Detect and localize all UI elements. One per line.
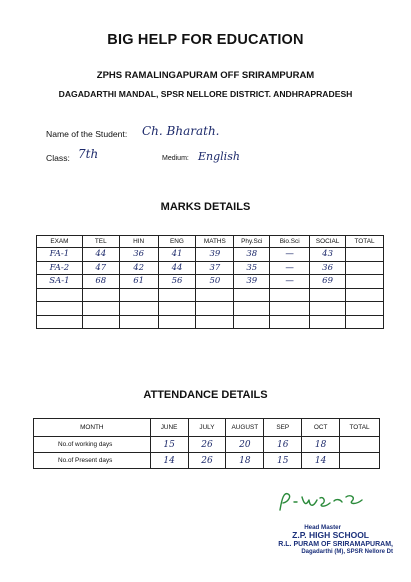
- total-cell: [346, 261, 384, 275]
- total-cell: [346, 275, 384, 289]
- row-label: No.of working days: [34, 437, 151, 453]
- mark-cell: [82, 315, 119, 329]
- mark-cell: 38: [234, 248, 270, 262]
- mark-cell: [310, 315, 346, 329]
- stamp-district: Dagadarthi (M), SPSR Nellore Dt: [301, 548, 393, 555]
- mark-cell: 41: [158, 248, 196, 262]
- mark-cell: [158, 315, 196, 329]
- total-cell: [346, 302, 384, 316]
- row-label: No.of Present days: [34, 453, 151, 469]
- mark-cell: [270, 302, 310, 316]
- mark-cell: —: [270, 275, 310, 289]
- mark-cell: [119, 315, 158, 329]
- medium-label: Medium:: [162, 155, 189, 162]
- mark-cell: [196, 288, 234, 302]
- class-label: Class:: [46, 153, 70, 163]
- headmaster-signature: [276, 488, 366, 516]
- mark-cell: 69: [310, 275, 346, 289]
- student-name-value: Ch. Bharath.: [142, 124, 220, 138]
- stamp-location: R.L. PURAM OF SRIRAMAPURAM,: [278, 540, 393, 548]
- mark-cell: [119, 288, 158, 302]
- mark-cell: [196, 302, 234, 316]
- mark-cell: [270, 288, 310, 302]
- mark-cell: 36: [310, 261, 346, 275]
- table-row: [34, 453, 380, 469]
- column-header: TEL: [82, 236, 119, 248]
- table-row: [37, 288, 384, 302]
- day-count-cell: 16: [264, 437, 302, 453]
- column-header: AUGUST: [226, 419, 264, 437]
- day-count-cell: 20: [226, 437, 264, 453]
- mark-cell: 35: [234, 261, 270, 275]
- day-count-cell: 26: [188, 453, 226, 469]
- school-name: ZPHS RAMALINGAPURAM OFF SRIRAMPURAM: [96, 70, 315, 81]
- mark-cell: 39: [196, 248, 234, 262]
- mark-cell: 44: [82, 248, 119, 262]
- exam-cell: SA-1: [37, 275, 83, 289]
- day-count-cell: 18: [302, 437, 340, 453]
- student-name-label: Name of the Student:: [46, 129, 128, 139]
- mark-cell: 47: [82, 261, 119, 275]
- mark-cell: [234, 302, 270, 316]
- table-row: [37, 302, 384, 316]
- mark-cell: 43: [310, 248, 346, 262]
- mark-cell: [82, 302, 119, 316]
- page-title: BIG HELP FOR EDUCATION: [107, 32, 304, 48]
- mark-cell: [82, 288, 119, 302]
- exam-cell: FA-2: [37, 261, 83, 275]
- mark-cell: 61: [119, 275, 158, 289]
- total-cell: [346, 248, 384, 262]
- column-header: HIN: [119, 236, 158, 248]
- marks-header-row: [37, 236, 384, 248]
- column-header: MATHS: [196, 236, 234, 248]
- mark-cell: [158, 288, 196, 302]
- mark-cell: —: [270, 261, 310, 275]
- mark-cell: [310, 302, 346, 316]
- day-count-cell: 15: [264, 453, 302, 469]
- mark-cell: [119, 302, 158, 316]
- mark-cell: 37: [196, 261, 234, 275]
- column-header: TOTAL: [340, 419, 380, 437]
- exam-cell: FA-1: [37, 248, 83, 262]
- total-cell: [346, 315, 384, 329]
- column-header: JULY: [188, 419, 226, 437]
- mark-cell: [270, 315, 310, 329]
- table-row: [37, 315, 384, 329]
- day-count-cell: 14: [302, 453, 340, 469]
- column-header: OCT: [302, 419, 340, 437]
- mark-cell: [234, 288, 270, 302]
- table-row: [37, 248, 384, 262]
- column-header: MONTH: [34, 419, 151, 437]
- exam-cell: [37, 302, 83, 316]
- exam-cell: [37, 315, 83, 329]
- mark-cell: 50: [196, 275, 234, 289]
- school-stamp: [278, 524, 393, 556]
- mark-cell: 42: [119, 261, 158, 275]
- attendance-table: [33, 418, 380, 469]
- attendance-header-row: [34, 419, 380, 437]
- table-row: [37, 261, 384, 275]
- column-header: JUNE: [150, 419, 188, 437]
- column-header: SEP: [264, 419, 302, 437]
- column-header: TOTAL: [346, 236, 384, 248]
- total-cell: [346, 288, 384, 302]
- exam-cell: [37, 288, 83, 302]
- mark-cell: [234, 315, 270, 329]
- day-count-cell: 18: [226, 453, 264, 469]
- mark-cell: 44: [158, 261, 196, 275]
- stamp-school: Z.P. HIGH SCHOOL: [292, 530, 369, 541]
- mark-cell: [196, 315, 234, 329]
- column-header: ENG: [158, 236, 196, 248]
- total-cell: [340, 453, 380, 469]
- mark-cell: —: [270, 248, 310, 262]
- table-row: [34, 437, 380, 453]
- mark-cell: 36: [119, 248, 158, 262]
- mark-cell: 56: [158, 275, 196, 289]
- column-header: Bio.Sci: [270, 236, 310, 248]
- class-value: 7th: [78, 147, 99, 161]
- total-cell: [340, 437, 380, 453]
- mark-cell: [158, 302, 196, 316]
- column-header: Phy.Sci: [234, 236, 270, 248]
- medium-value: English: [198, 150, 240, 163]
- stamp-designation: Head Master: [304, 524, 341, 531]
- table-row: [37, 275, 384, 289]
- column-header: EXAM: [37, 236, 83, 248]
- day-count-cell: 14: [150, 453, 188, 469]
- attendance-heading: ATTENDANCE DETAILS: [143, 389, 268, 401]
- mark-cell: 39: [234, 275, 270, 289]
- marks-table: [36, 235, 384, 329]
- mark-cell: 68: [82, 275, 119, 289]
- column-header: SOCIAL: [310, 236, 346, 248]
- mark-cell: [310, 288, 346, 302]
- school-address: DAGADARTHI MANDAL, SPSR NELLORE DISTRICT. ANDHRAPRADESH: [58, 89, 353, 99]
- day-count-cell: 15: [150, 437, 188, 453]
- marks-heading: MARKS DETAILS: [160, 201, 251, 213]
- day-count-cell: 26: [188, 437, 226, 453]
